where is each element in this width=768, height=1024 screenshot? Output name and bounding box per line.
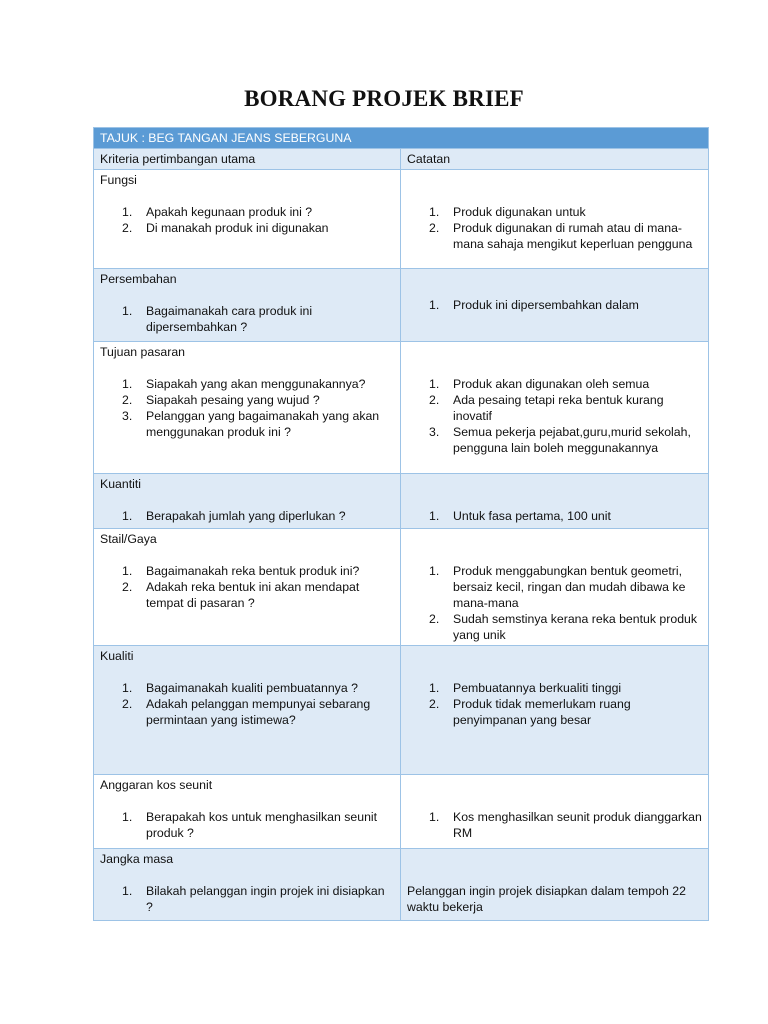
list-item: 3. Pelanggan yang bagaimanakah yang akan menggunakan produk ini ? (122, 409, 380, 439)
note-list (407, 809, 702, 841)
notes-cell (401, 646, 709, 775)
criteria-cell (94, 849, 401, 921)
notes-cell (401, 170, 709, 269)
criteria-cell (94, 474, 401, 529)
criteria-label: Kuantiti (100, 477, 142, 491)
list-item: 2. Adakah pelanggan mempunyai sebarang permintaan yang istimewa? (122, 697, 371, 727)
criteria-label: Fungsi (100, 173, 137, 187)
table-row (94, 529, 709, 646)
note-list (407, 376, 702, 456)
list-item: 2. Produk digunakan di rumah atau di mana-mana sahaja mengikut keperluan pengguna (429, 221, 693, 251)
list-item: 1. Siapakah yang akan menggunakannya? (122, 377, 366, 391)
list-item: 2. Di manakah produk ini digunakan (122, 221, 329, 235)
table-title-row (94, 128, 709, 149)
table-row (94, 646, 709, 775)
criteria-cell (94, 342, 401, 474)
list-item: 1. Produk ini dipersembahkan dalam (429, 298, 639, 312)
question-list (100, 563, 394, 611)
header-criteria: Kriteria pertimbangan utama (94, 149, 401, 170)
list-item: 3. Semua pekerja pejabat,guru,murid sekolah, pengguna lain boleh meggunakannya (429, 425, 691, 455)
list-item: 2. Produk tidak memerlukam ruang penyimpanan yang besar (429, 697, 631, 727)
list-item: 1. Kos menghasilkan seunit produk dianggarkan RM (429, 810, 702, 840)
list-item: 1. Pembuatannya berkualiti tinggi (429, 681, 622, 695)
note-list (407, 508, 702, 524)
header-notes: Catatan (401, 149, 709, 170)
note-list (407, 563, 702, 643)
table-header-row (94, 149, 709, 170)
criteria-cell (94, 646, 401, 775)
list-item: 1. Produk akan digunakan oleh semua (429, 377, 650, 391)
notes-cell (401, 529, 709, 646)
table-row (94, 849, 709, 921)
list-item: 1. Bagaimanakah kualiti pembuatannya ? (122, 681, 358, 695)
criteria-cell (94, 269, 401, 342)
criteria-label: Anggaran kos seunit (100, 778, 213, 792)
list-item: 1. Bagaimanakah cara produk ini dipersembahkan ? (122, 304, 313, 334)
question-list (100, 303, 394, 335)
criteria-label: Tujuan pasaran (100, 345, 185, 359)
criteria-label: Stail/Gaya (100, 532, 157, 546)
criteria-label: Jangka masa (100, 852, 174, 866)
list-item: 1. Bilakah pelanggan ingin projek ini disiapkan ? (122, 884, 385, 914)
question-list (100, 809, 394, 841)
notes-cell (401, 269, 709, 342)
list-item: 1. Berapakah kos untuk menghasilkan seunit produk ? (122, 810, 378, 840)
list-item: 2. Sudah semstinya kerana reka bentuk produk yang unik (429, 612, 698, 642)
list-item: 2. Ada pesaing tetapi reka bentuk kurang inovatif (429, 393, 664, 423)
list-item: 1. Bagaimanakah reka bentuk produk ini? (122, 564, 360, 578)
note-text: Pelanggan ingin projek disiapkan dalam tempoh 22 waktu bekerja (407, 884, 686, 914)
table-row (94, 269, 709, 342)
criteria-cell (94, 775, 401, 849)
list-item: 1. Produk menggabungkan bentuk geometri, bersaiz kecil, ringan dan mudah dibawa ke mana-mana (429, 564, 686, 610)
tajuk-cell: TAJUK : BEG TANGAN JEANS SEBERGUNA (94, 128, 709, 149)
note-list (407, 204, 702, 252)
question-list (100, 883, 394, 915)
table-row (94, 775, 709, 849)
table-row (94, 342, 709, 474)
list-item: 2. Siapakah pesaing yang wujud ? (122, 393, 320, 407)
question-list (100, 204, 394, 236)
criteria-cell (94, 170, 401, 269)
notes-cell (401, 775, 709, 849)
notes-cell (401, 342, 709, 474)
note-list (407, 680, 702, 728)
notes-cell (401, 474, 709, 529)
criteria-label: Kualiti (100, 649, 134, 663)
question-list (100, 680, 394, 728)
table-row (94, 474, 709, 529)
note-list (407, 297, 702, 313)
list-item: 1. Untuk fasa pertama, 100 unit (429, 509, 611, 523)
list-item: 2. Adakah reka bentuk ini akan mendapat tempat di pasaran ? (122, 580, 360, 610)
question-list (100, 508, 394, 524)
list-item: 1. Apakah kegunaan produk ini ? (122, 205, 313, 219)
criteria-cell (94, 529, 401, 646)
list-item: 1. Berapakah jumlah yang diperlukan ? (122, 509, 346, 523)
table-row (94, 170, 709, 269)
criteria-label: Persembahan (100, 272, 177, 286)
question-list (100, 376, 394, 440)
page-title: BORANG PROJEK BRIEF (244, 86, 524, 111)
project-brief-table (93, 127, 709, 921)
notes-cell (401, 849, 709, 921)
list-item: 1. Produk digunakan untuk (429, 205, 586, 219)
